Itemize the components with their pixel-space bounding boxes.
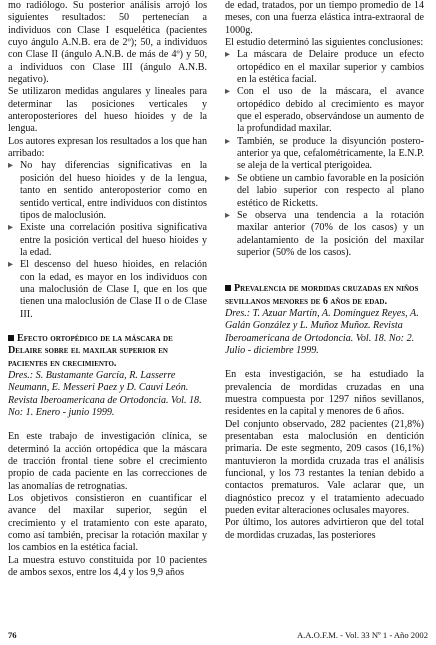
article-citation: Dres.: S. Bustamante García, R. Lasserre Neumann, E. Messeri Paez y D. Cauvi León. Revista Iberoamericana de Ortodoncia. Vol. 18. No: 1. Enero - junio 1999.	[8, 369, 202, 418]
page-number: 76	[8, 630, 17, 640]
conclusions-list	[225, 49, 424, 259]
list-item: ▸ También, se produce la disyunción postero-anterior ya que, cefalométricamente, la E.N.P. se aleja de la vertical pterigoidea.	[225, 136, 424, 173]
body-paragraph: En este trabajo de investigación clínica, se determinó la acción ortopédica que la máscara de tracción frontal tiene sobre el crecimiento propio de cada paciente en las correcciones de las anomalías de retrognatias.	[8, 431, 207, 492]
list-item: ▸ El descenso del hueso hioides, en relación con la edad, es mayor en los individuos con una maloclusión de Clase I, que en los que tienen una maloclusión de Clase II o de Clase III.	[8, 259, 207, 321]
article-heading	[225, 283, 424, 308]
list-item: ▸ La máscara de Delaire produce un efecto ortopédico en el maxilar superior y cambios en la estética facial.	[225, 49, 424, 86]
journal-footer: A.A.O.F.M. - Vol. 33 Nº 1 - Año 2002	[296, 630, 428, 640]
body-paragraph: Del conjunto observado, 282 pacientes (21,8%) presentaban esta maloclusión en dentición primaria. De este segmento, 209 casos (16,1%) mantuvieron la mordida cruzada tras el análisis funcional, y los 73 restantes la tenían debido a contactos prematuros. Vale aclarar que, un diagnóstico precoz y el tratamiento adecuado pueden evitar alteraciones oclusales mayores.	[225, 418, 424, 517]
list-item: ▸ Se obtiene un cambio favorable en la posición del labio superior con respecto al plano estético de Ricketts.	[225, 173, 424, 210]
results-intro-paragraph: Los autores expresan los resultados a los que han arribado:	[8, 135, 207, 160]
intro-paragraph: de edad, tratados, por un tiempo promedio de 14 meses, con una fuerza elástica intra-extraoral de 1000g.	[225, 0, 424, 36]
body-paragraph: Los objetivos consistieron en cuantificar el avance del maxilar superior, según el crecimiento y el tratamiento con este aparato, como así también, precisar la rotación maxilar y los cambios en la estética facial.	[8, 493, 207, 554]
square-bullet-icon	[8, 335, 14, 341]
left-column	[8, 0, 207, 579]
method-paragraph: Se utilizaron medidas angulares y lineales para determinar las posiciones verticales y anteroposteriores del hueso hioides y de la lengua.	[8, 86, 207, 135]
article-title: Efecto ortopédico de la máscara de Delaire sobre el maxilar superior en pacientes en crecimiento.	[8, 332, 173, 369]
body-paragraph: Por último, los autores advirtieron que del total de mordidas cruzadas, las posteriores	[225, 517, 424, 541]
list-item: ▸ Con el uso de la máscara, el avance ortopédico debido al crecimiento es mayor que el esperado, observándose un aumento de la profundidad maxilar.	[225, 86, 424, 135]
article-citation: Dres.: T. Azuar Martín, A. Domínguez Reyes, A. Galán González y L. Muñoz Muñoz. Revista Iberoamericana de Ortodoncia. Vol. 18. No: 2. Julio - diciembre 1999.	[225, 307, 419, 356]
right-column	[225, 0, 424, 542]
intro-paragraph: mo radiólogo. Su posterior análisis arrojó los siguientes resultados: 50 pertenecían a individuos con Clase I esquelética (pacientes cuyo ángulo A.N.B. era de 2º); 50, a individuos con Clase II (ángulo A.N.B. de más de 4º) y 50, a individuos con Clase III (ángulo A.N.B. negativo).	[8, 0, 207, 86]
body-paragraph: La muestra estuvo constituida por 10 pacientes de ambos sexos, entre los 4,4 y los 9,9 años	[8, 554, 207, 579]
list-item: ▸ Se observa una tendencia a la rotación maxilar anterior (70% de los casos) y un adelantamiento de la posición del maxilar superior (50% de los casos).	[225, 210, 424, 259]
square-bullet-icon	[225, 285, 231, 291]
article-heading	[8, 333, 207, 370]
list-item: ▸ No hay diferencias significativas en la posición del hueso hioides y de la lengua, tanto en sentido anteroposterior como en sentido vertical, entre individuos con distintos tipos de maloclusión.	[8, 160, 207, 222]
conclusions-intro-paragraph: El estudio determinó las siguientes conclusiones:	[225, 37, 424, 49]
article-title: Prevalencia de mordidas cruzadas en niños sevillanos menores de 6 años de edad.	[225, 283, 419, 307]
list-item: ▸ Existe una correlación positiva significativa entre la posición vertical del hueso hioides y la edad.	[8, 222, 207, 259]
results-list	[8, 160, 207, 320]
body-paragraph: En esta investigación, se ha estudiado la prevalencia de mordidas cruzadas en una muestra compuesta por 1297 niños sevillanos, residentes en la capital y menores de 6 años.	[225, 369, 424, 418]
